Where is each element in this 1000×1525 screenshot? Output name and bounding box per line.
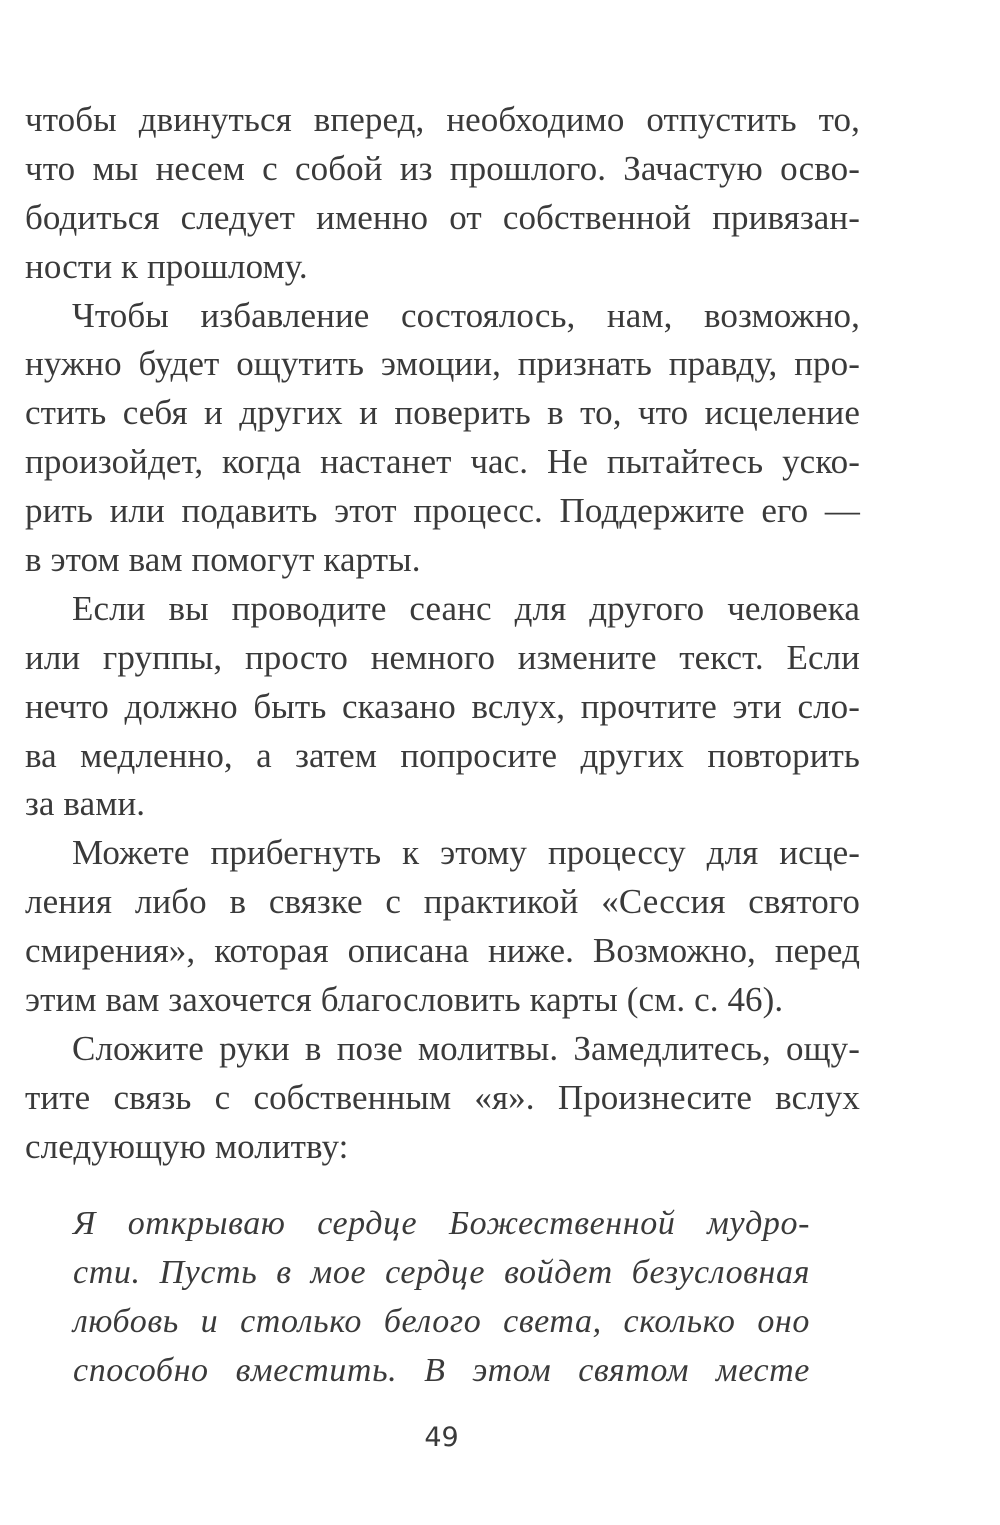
text-line: следующую молитву: (25, 1126, 349, 1166)
text-line: что мы несем с собой из прошлого. Зачастую осво- (25, 148, 860, 188)
text-line: бодиться следует именно от собственной привязан- (25, 197, 860, 237)
body-text (25, 96, 860, 1172)
text-line: произойдет, когда настанет час. Не пытайтесь уско- (25, 442, 860, 482)
page-number: 49 (424, 1422, 459, 1453)
prayer-text (73, 1200, 810, 1396)
prayer-line: любовь и столько белого света, сколько оно (73, 1302, 810, 1340)
text-line: или группы, просто немного измените текст. Если (25, 637, 860, 677)
text-line: тите связь с собственным «я». Произнесите вслух (25, 1077, 860, 1117)
text-line: стить себя и других и поверить в то, что исцеление (25, 393, 860, 433)
prayer-line: сти. Пусть в мое сердце войдет безусловная (73, 1253, 810, 1291)
text-line: чтобы двинуться вперед, необходимо отпустить то, (25, 100, 860, 139)
paragraph-first-line: Сложите руки в позе молитвы. Замедлитесь, ощу- (72, 1028, 860, 1068)
prayer-line: способно вместить. В этом святом месте (73, 1351, 810, 1389)
text-line: этим вам захочется благословить карты (см. с. 46). (25, 980, 784, 1020)
text-line: ности к прошлому. (25, 246, 308, 286)
text-line: смирения», которая описана ниже. Возможно, перед (25, 931, 860, 971)
text-line: нечто должно быть сказано вслух, прочтите эти сло- (25, 686, 860, 726)
paragraph-first-line: Чтобы избавление состоялось, нам, возможно, (72, 295, 860, 335)
paragraph-first-line: Если вы проводите сеанс для другого человека (72, 588, 860, 628)
text-line: за вами. (25, 784, 146, 824)
text-line: нужно будет ощутить эмоции, признать правду, про- (25, 344, 860, 384)
text-line: ва медленно, а затем попросите других повторить (25, 735, 860, 775)
paragraph-first-line: Можете прибегнуть к этому процессу для исце- (72, 833, 860, 873)
text-line: в этом вам помогут карты. (25, 540, 421, 580)
text-line: ления либо в связке с практикой «Сессия святого (25, 882, 860, 922)
text-line: рить или подавить этот процесс. Поддержите его — (25, 491, 860, 531)
prayer-line: Я открываю сердце Божественной мудро- (73, 1205, 810, 1242)
